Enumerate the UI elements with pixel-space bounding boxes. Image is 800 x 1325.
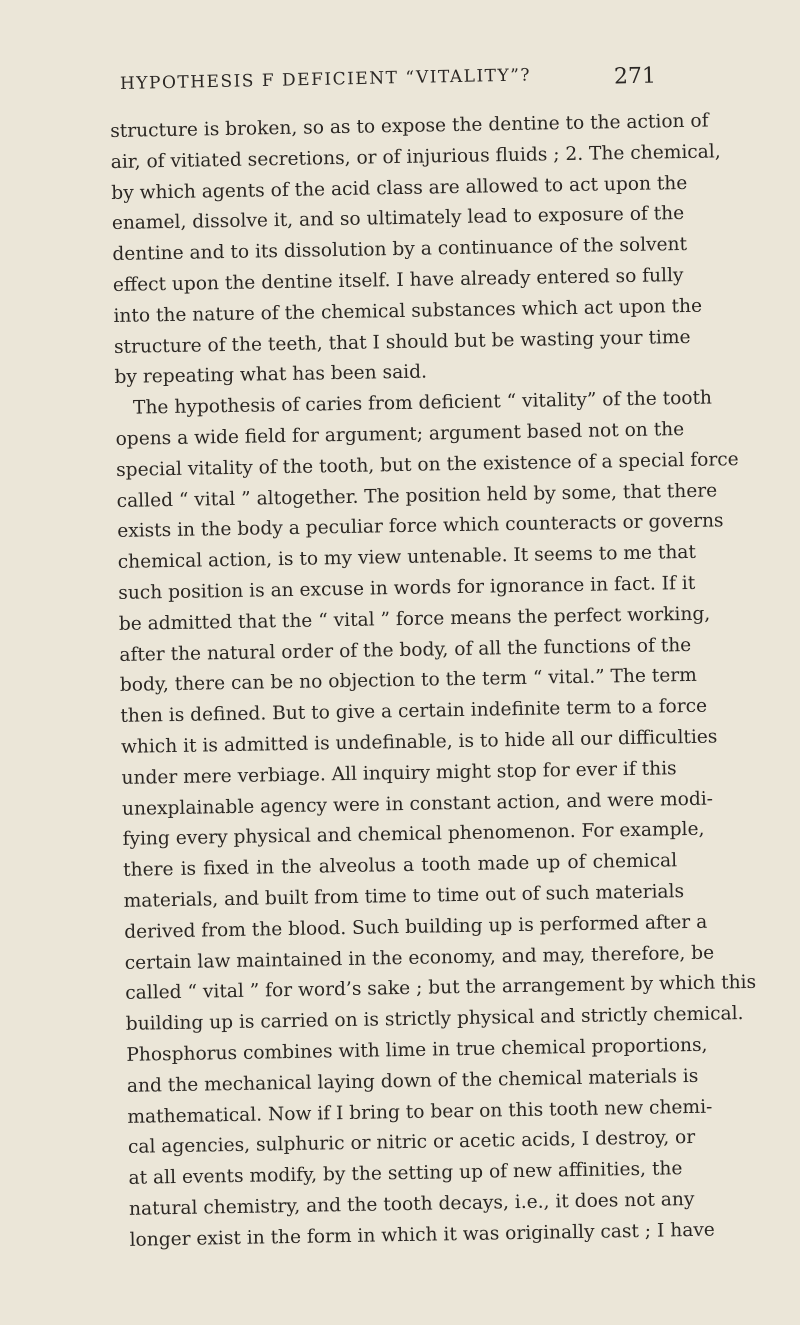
text-line: fying every physical and chemical phenomenon. For example, — [122, 819, 705, 851]
text-line: and the mechanical laying down of the chemical materials is — [126, 1065, 699, 1097]
text-line: building up is carried on is strictly physical and strictly chemical. — [125, 1003, 744, 1035]
paragraph-start-line: The hypothesis of caries from deficient “ vitality” of the tooth — [132, 387, 713, 419]
text-line: at all events modify, by the setting up of new affinities, the — [128, 1158, 683, 1189]
body-text — [110, 107, 757, 1256]
text-line: structure is broken, so as to expose the dentine to the action of — [110, 110, 709, 142]
text-line: body, there can be no objection to the term “ vital.” The term — [119, 665, 698, 697]
text-line: opens a wide field for argument; argument based not on the — [115, 418, 685, 450]
running-title: HYPOTHESIS F DEFICIENT “VITALITY”? — [119, 65, 532, 94]
text-line: by repeating what has been said. — [114, 361, 428, 389]
text-line: such position is an excuse in words for ignorance in fact. If it — [118, 572, 696, 604]
text-line: mathematical. Now if I bring to bear on this tooth new chemi- — [127, 1096, 713, 1128]
text-line: chemical action, is to my view untenable. It seems to me that — [117, 541, 697, 574]
text-line: after the natural order of the body, of all the functions of the — [119, 634, 692, 666]
text-line: natural chemistry, and the tooth decays, i.e., it does not any — [128, 1188, 695, 1220]
text-line: cal agencies, sulphuric or nitric or acetic acids, I destroy, or — [127, 1127, 696, 1159]
text-line: dentine and to its dissolution by a continuance of the solvent — [112, 234, 688, 266]
text-line: which it is admitted is undefinable, is to hide all our difficulties — [120, 726, 718, 758]
text-line: longer exist in the form in which it was originally cast ; I have — [129, 1219, 716, 1251]
text-line: under mere verbiage. All inquiry might stop for ever if this — [121, 757, 677, 789]
text-line: called “ vital ” for word’s sake ; but the arrangement by which this — [125, 972, 757, 1005]
text-line: exists in the body a peculiar force which counteracts or governs — [117, 510, 724, 543]
running-head — [120, 63, 660, 94]
text-line: by which agents of the acid class are allowed to act upon the — [111, 172, 688, 204]
text-line: into the nature of the chemical substances which act upon the — [113, 295, 703, 327]
text-line: unexplainable agency were in constant action, and were modi- — [121, 788, 714, 820]
text-line: called “ vital ” altogether. The position held by some, that there — [116, 480, 718, 512]
text-line: materials, and built from time to time out of such materials — [123, 881, 685, 912]
text-line: certain law maintained in the economy, and may, therefore, be — [124, 942, 715, 974]
text-line: be admitted that the “ vital ” force means the perfect working, — [118, 603, 711, 635]
text-line: air, of vitiated secretions, or of injurious fluids ; 2. The chemical, — [110, 141, 721, 173]
text-line: structure of the teeth, that I should but be wasting your time — [113, 326, 691, 358]
text-line: Phosphorus combines with lime in true chemical proportions, — [126, 1034, 708, 1066]
text-line: derived from the blood. Such building up is performed after a — [124, 911, 708, 943]
page-number: 271 — [613, 63, 657, 90]
text-line: effect upon the dentine itself. I have already entered so fully — [112, 265, 684, 296]
text-line: then is defined. But to give a certain indefinite term to a force — [120, 695, 708, 728]
text-line: there is fixed in the alveolus a tooth made up of chemical — [122, 850, 678, 882]
text-line: enamel, dissolve it, and so ultimately lead to exposure of the — [111, 203, 685, 235]
text-line: special vitality of the tooth, but on the existence of a special force — [115, 448, 739, 481]
